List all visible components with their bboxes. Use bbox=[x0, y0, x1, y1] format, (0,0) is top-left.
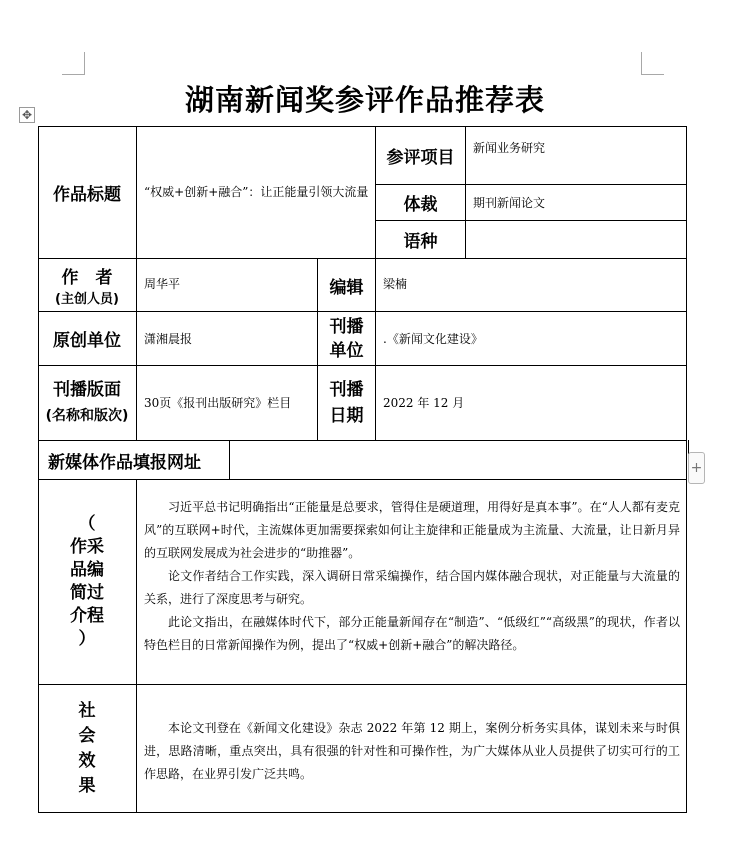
author-value[interactable]: 周华平 bbox=[144, 277, 181, 291]
process-label bbox=[70, 513, 104, 651]
process-label-char: 简过 bbox=[70, 583, 104, 603]
effect-label-cell bbox=[38, 685, 136, 812]
layout-label: 刊播版面 bbox=[53, 380, 121, 400]
author-label: 作 者 bbox=[61, 268, 113, 288]
layout-sublabel: (名称和版次) bbox=[45, 408, 129, 424]
process-label-char: 作采 bbox=[70, 537, 104, 557]
origin-unit-label: 原创单位 bbox=[53, 331, 121, 351]
effect-paragraph: 本论文刊登在《新闻文化建设》杂志 2022 年第 12 期上，案例分析务实具体，谋划未来与时俱进，思路清晰，重点突出，具有很强的针对性和可操作性，为广大媒体从业人员提供了切实可行的工作思路，在业界引发广泛共鸣。 bbox=[144, 721, 680, 781]
layout-label-cell bbox=[38, 366, 136, 440]
layout-value[interactable]: 30页《报刊出版研究》栏目 bbox=[144, 396, 292, 410]
process-label-char: ） bbox=[78, 629, 96, 649]
effect-label-char: 社 bbox=[78, 700, 96, 721]
effect-label-char: 果 bbox=[78, 775, 96, 796]
author-label-cell bbox=[38, 259, 136, 311]
effect-label-char: 效 bbox=[78, 750, 96, 771]
publish-unit-label-cell bbox=[318, 312, 375, 365]
document-title: 湖南新闻奖参评作品推荐表 bbox=[184, 83, 545, 117]
effect-label bbox=[79, 699, 96, 799]
publish-date-label-line1: 刊播 bbox=[329, 380, 364, 400]
process-label-char: （ bbox=[78, 514, 96, 534]
process-paragraph: 习近平总书记明确指出“正能量是总要求，管得住是硬道理，用得好是真本事”。在“人人都有麦克风”的互联网+时代，主流媒体更加需要探索如何让主旋律和正能量成为主流量、大流量，让日新月异的互联网发展成为社会进步的“助推器”。 bbox=[144, 500, 680, 560]
work-title-value[interactable] bbox=[137, 126, 375, 258]
language-label: 语种 bbox=[403, 232, 438, 252]
move-arrows-icon[interactable]: ✥ bbox=[19, 107, 35, 123]
effect-content[interactable] bbox=[144, 717, 680, 786]
publish-date-value[interactable]: 2022 年 12 月 bbox=[383, 396, 465, 410]
process-label-char: 介程 bbox=[70, 606, 104, 626]
process-label-cell bbox=[38, 480, 136, 684]
new-media-value[interactable] bbox=[230, 441, 686, 479]
origin-unit-value[interactable]: 潇湘晨报 bbox=[144, 331, 193, 346]
genre-value[interactable]: 期刊新闻论文 bbox=[473, 195, 546, 210]
process-paragraph: 此论文指出，在融媒体时代下，部分正能量新闻存在“制造”、“低级红”“高级黑”的现状，作者以特色栏目的日常新闻操作为例，提出了“权威+创新+融合”的解决路径。 bbox=[144, 615, 680, 652]
publish-unit-label-line2: 单位 bbox=[329, 340, 364, 361]
genre-label: 体裁 bbox=[403, 195, 438, 215]
new-media-label: 新媒体作品填报网址 bbox=[48, 452, 201, 473]
editor-value[interactable]: 梁楠 bbox=[383, 277, 408, 291]
publish-date-label-line2: 日期 bbox=[329, 406, 364, 426]
category-label: 参评项目 bbox=[386, 147, 455, 168]
publish-date-label-cell bbox=[318, 366, 375, 440]
publish-unit-label-line1: 刊播 bbox=[329, 316, 364, 337]
category-value[interactable]: 新闻业务研究 bbox=[473, 141, 546, 155]
process-label-char: 品编 bbox=[70, 560, 104, 580]
language-value[interactable] bbox=[466, 221, 686, 258]
editor-label: 编辑 bbox=[329, 277, 364, 298]
work-title-label: 作品标题 bbox=[53, 184, 121, 205]
process-content[interactable] bbox=[144, 496, 680, 657]
process-paragraph: 论文作者结合工作实践，深入调研日常采编操作，结合国内媒体融合现状，对正能量与大流量的关系，进行了深度思考与研究。 bbox=[144, 569, 680, 606]
work-title-text: “权威+创新+融合”：让正能量引领大流量 bbox=[144, 185, 369, 199]
publish-unit-value[interactable]: .《新闻文化建设》 bbox=[383, 331, 483, 346]
plus-icon[interactable]: + bbox=[688, 452, 705, 484]
effect-label-char: 会 bbox=[78, 725, 96, 746]
author-sublabel: (主创人员) bbox=[55, 292, 119, 307]
